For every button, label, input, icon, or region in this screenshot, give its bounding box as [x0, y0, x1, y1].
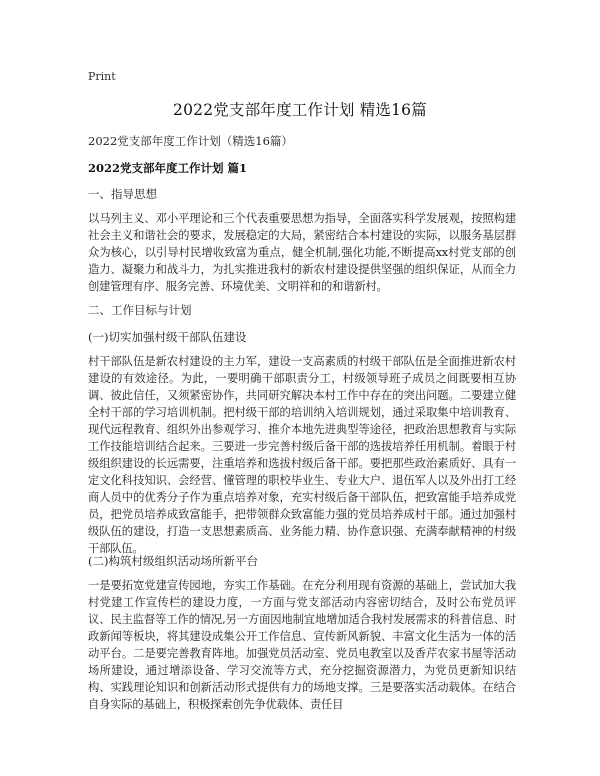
subsection-heading-cadre-team: (一)切实加强村级干部队伍建设 [88, 330, 247, 344]
page-title: 2022党支部年度工作计划 精选16篇 [173, 101, 427, 119]
subsection-body-activity-venues: 一是要拓宽党建宣传园地，夯实工作基础。在充分利用现有资源的基础上，尝试加大我村党建工作宣传栏的建设力度，一方面与党支部活动内容密切结合，及时公布党员评议、民主监督等工作的情况,另一方面因地制宜地增加适合我村发展需求的科普信息、时政新闻等板块，将其建设成集公开工作信息、宣传新风新貌、丰富文化生活为一体的活动平台。二是要完善教育阵地。加强党员活动室、党员电教室以及香芹农家书屋等活动场所建设，通过增添设备、学习交流等方式，充分挖掘资源潜力，为党员更新知识结构、实践理论知识和创新活动形式提供有力的场地支撑。三是要落实活动载体。在结合自身实际的基础上，积极探索创先争优载体、责任目 [88, 579, 516, 711]
section-heading-goals-plans: 二、工作目标与计划 [88, 303, 192, 317]
section-body-guiding-ideology: 以马列主义、邓小平理论和三个代表重要思想为指导，全面落实科学发展观，按照构建社会主义和谐社会的要求，发展稳定的大局，紧密结合本村建设的实际，以服务基层群众为核心，以引导村民增收致富为重点，健全机制,强化功能,不断提高xx村党支部的创造力、凝聚力和战斗力，为扎实推进我村的新农村建设提供坚强的组织保证，从而全力创建管理有序、服务完善、环境优美、文明祥和的和谐新村。 [88, 212, 516, 293]
document-subtitle: 2022党支部年度工作计划（精选16篇） [88, 134, 293, 148]
subsection-body-cadre-team: 村干部队伍是新农村建设的主力军，建设一支高素质的村级干部队伍是全面推进新农村建设的有效途径。为此，一要明确干部职责分工，村级领导班子成员之间既要相互协调、彼此信任，又须紧密协作，共同研究解决本村工作中存在的突出问题。二要建立健全村干部的学习培训机制。把村级干部的培训纳入培训规划，通过采取集中培训教育、现代远程教育、组织外出参观学习、推介本地先进典型等途径，把政治思想教育与实际工作技能培训结合起来。三要进一步完善村级后备干部的选拔培养任用机制。着眼于村级组织建设的长远需要，注重培养和选拔村级后备干部。要把那些政治素质好、具有一定文化科技知识、会经营、懂管理的职校毕业生、专业大户、退伍军人以及外出打工经商人员中的优秀分子作为重点培养对象，充实村级后备干部队伍，把致富能手培养成党员，把党员培养成致富能手，把带领群众致富能力强的党员培养成村干部。通过加强村级队伍的建设，打造一支思想素质高、业务能力精、协作意识强、充满奉献精神的村级干部队伍。 [88, 355, 516, 555]
article-heading: 2022党支部年度工作计划 篇1 [88, 161, 248, 175]
print-label[interactable]: Print [88, 70, 116, 83]
subsection-heading-activity-venues: (二)构筑村级组织活动场所新平台 [88, 554, 258, 568]
section-heading-guiding-ideology: 一、指导思想 [88, 187, 157, 201]
